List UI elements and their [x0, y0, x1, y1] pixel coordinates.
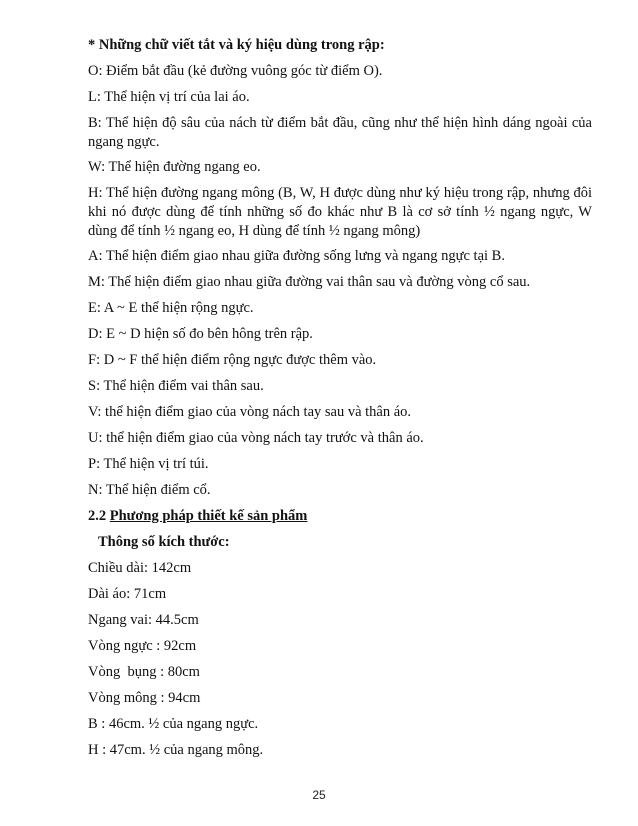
document-body [88, 36, 592, 767]
measurement-b: B : 46cm. ½ của ngang ngực. [88, 716, 259, 732]
measurement-hip: Vòng mông : 94cm [88, 690, 201, 706]
abbreviation-s: S: Thể hiện điểm vai thân sau. [88, 378, 264, 394]
abbreviation-e: E: A ~ E thể hiện rộng ngực. [88, 300, 254, 316]
abbreviation-l: L: Thể hiện vị trí của lai áo. [88, 89, 250, 105]
abbreviation-w: W: Thể hiện đường ngang eo. [88, 159, 261, 175]
page-number: 25 [312, 788, 326, 802]
section-title: * Những chữ viết tắt và ký hiệu dùng trong rập: [88, 37, 385, 53]
sub-heading: Thông số kích thước: [98, 534, 230, 550]
measurement-waist: Vòng bụng : 80cm [88, 664, 200, 680]
abbreviation-d: D: E ~ D hiện số đo bên hông trên rập. [88, 326, 313, 342]
abbreviation-b: B: Thể hiện độ sâu của nách từ điểm bắt đầu, cũng như thể hiện hình dáng ngoài của ngang ngực. [88, 115, 592, 150]
abbreviation-h: H: Thể hiện đường ngang mông (B, W, H được dùng như ký hiệu trong rập, nhưng đôi khi nó được dùng để tính những số đo khác như B là cơ sở tính ½ ngang ngực, W dùng để tính ½ ngang eo, H dùng để tính ½ ngang mông) [88, 185, 592, 239]
measurement-shoulder: Ngang vai: 44.5cm [88, 612, 199, 628]
abbreviation-u: U: thể hiện điểm giao của vòng nách tay trước và thân áo. [88, 430, 424, 446]
abbreviation-a: A: Thể hiện điểm giao nhau giữa đường sống lưng và ngang ngực tại B. [88, 248, 505, 264]
abbreviation-v: V: thể hiện điểm giao của vòng nách tay sau và thân áo. [88, 404, 412, 420]
section-heading-text: Phương pháp thiết kế sản phẩm [109, 508, 308, 524]
abbreviation-f: F: D ~ F thể hiện điểm rộng ngực được thêm vào. [88, 352, 377, 368]
measurement-length: Chiều dài: 142cm [88, 560, 192, 576]
measurement-shirt-length: Dài áo: 71cm [88, 586, 167, 602]
abbreviation-p: P: Thể hiện vị trí túi. [88, 456, 209, 472]
measurement-chest: Vòng ngực : 92cm [88, 638, 197, 654]
measurement-h: H : 47cm. ½ của ngang mông. [88, 742, 264, 758]
section-heading-number: 2.2 [88, 508, 110, 524]
abbreviation-n: N: Thể hiện điểm cổ. [88, 482, 211, 498]
section-heading [88, 507, 592, 526]
abbreviation-o: O: Điểm bắt đầu (kẻ đường vuông góc từ điểm O). [88, 63, 383, 79]
abbreviation-m: M: Thể hiện điểm giao nhau giữa đường vai thân sau và đường vòng cổ sau. [88, 274, 531, 290]
